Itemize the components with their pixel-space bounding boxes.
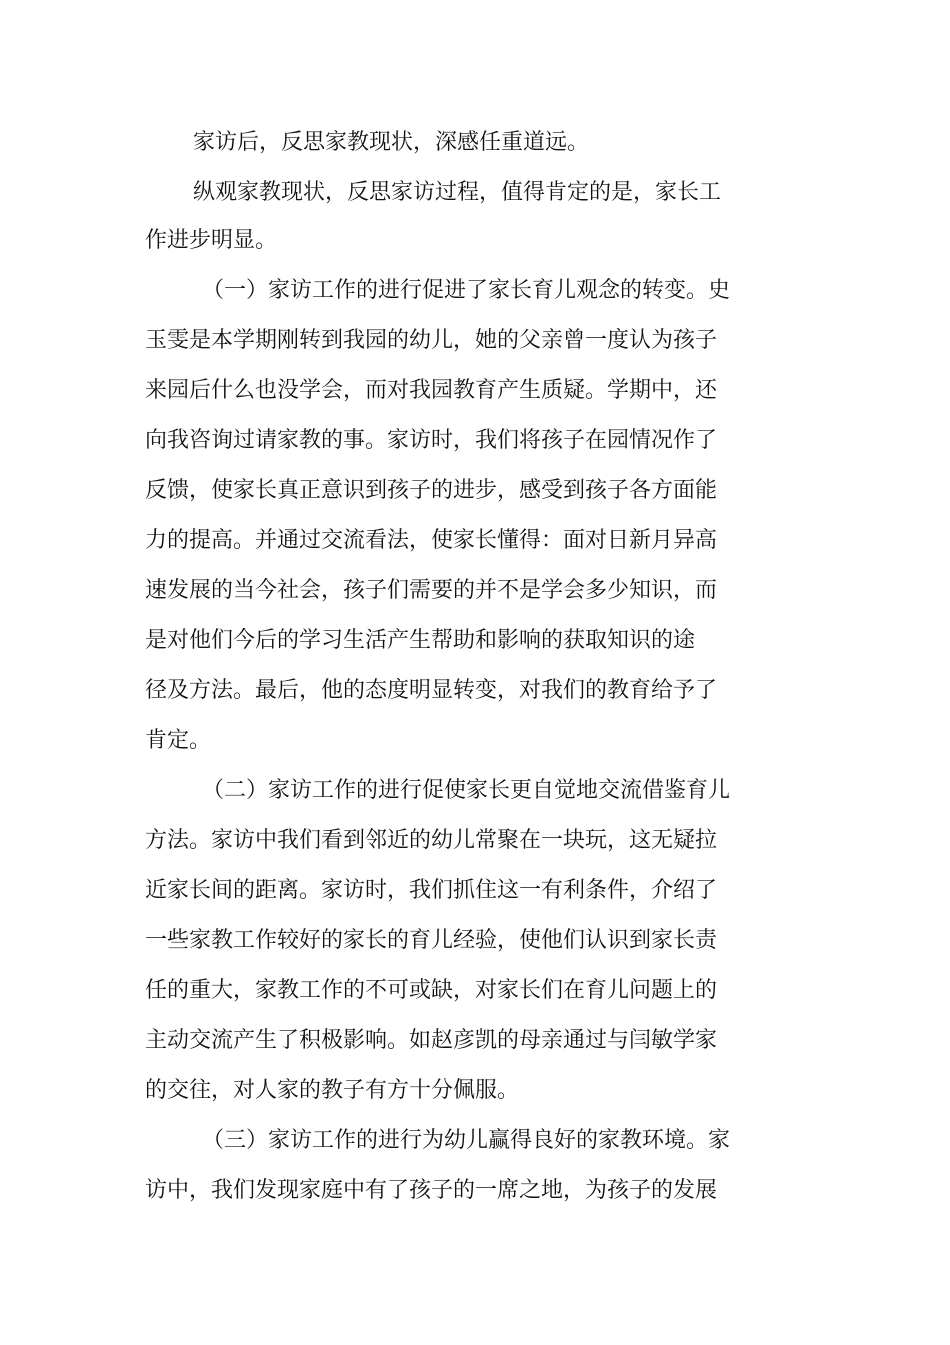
paragraph-4-line-3: 近家长间的距离。家访时，我们抓住这一有利条件，介绍了 (145, 878, 718, 903)
paragraph-3-line-1: （一）家访工作的进行促进了家长育儿观念的转变。史 (202, 278, 731, 303)
paragraph-5-line-1: （三）家访工作的进行为幼儿赢得良好的家教环境。家 (202, 1128, 731, 1153)
paragraph-3-line-6: 力的提高。并通过交流看法，使家长懂得：面对日新月异高 (145, 528, 718, 553)
paragraph-3-line-5: 反馈，使家长真正意识到孩子的进步，感受到孩子各方面能 (145, 478, 718, 503)
paragraph-4-line-4: 一些家教工作较好的家长的育儿经验，使他们认识到家长责 (145, 928, 718, 953)
paragraph-3-line-4: 向我咨询过请家教的事。家访时，我们将孩子在园情况作了 (145, 428, 718, 453)
paragraph-3-line-7: 速发展的当今社会，孩子们需要的并不是学会多少知识，而 (145, 578, 718, 603)
paragraph-4-line-7: 的交往，对人家的教子有方十分佩服。 (145, 1078, 520, 1103)
paragraph-4-line-1: （二）家访工作的进行促使家长更自觉地交流借鉴育儿 (202, 778, 731, 803)
paragraph-3-line-8: 是对他们今后的学习生活产生帮助和影响的获取知识的途 (145, 628, 696, 653)
paragraph-2-line-2: 作进步明显。 (145, 228, 278, 253)
paragraph-4-line-2: 方法。家访中我们看到邻近的幼儿常聚在一块玩，这无疑拉 (145, 828, 718, 853)
paragraph-4-line-6: 主动交流产生了积极影响。如赵彦凯的母亲通过与闫敏学家 (145, 1028, 718, 1053)
paragraph-3-line-10: 肯定。 (145, 728, 212, 753)
paragraph-3-line-9: 径及方法。最后，他的态度明显转变，对我们的教育给予了 (145, 678, 718, 703)
paragraph-2-line-1: 纵观家教现状，反思家访过程，值得肯定的是，家长工 (193, 180, 722, 205)
paragraph-3-line-2: 玉雯是本学期刚转到我园的幼儿，她的父亲曾一度认为孩子 (145, 328, 718, 353)
paragraph-5-line-2: 访中，我们发现家庭中有了孩子的一席之地，为孩子的发展 (145, 1178, 718, 1203)
paragraph-4-line-5: 任的重大，家教工作的不可或缺，对家长们在育儿问题上的 (145, 978, 718, 1003)
paragraph-3-line-3: 来园后什么也没学会，而对我园教育产生质疑。学期中，还 (145, 378, 718, 403)
paragraph-1-line-1: 家访后，反思家教现状，深感任重道远。 (193, 130, 590, 155)
